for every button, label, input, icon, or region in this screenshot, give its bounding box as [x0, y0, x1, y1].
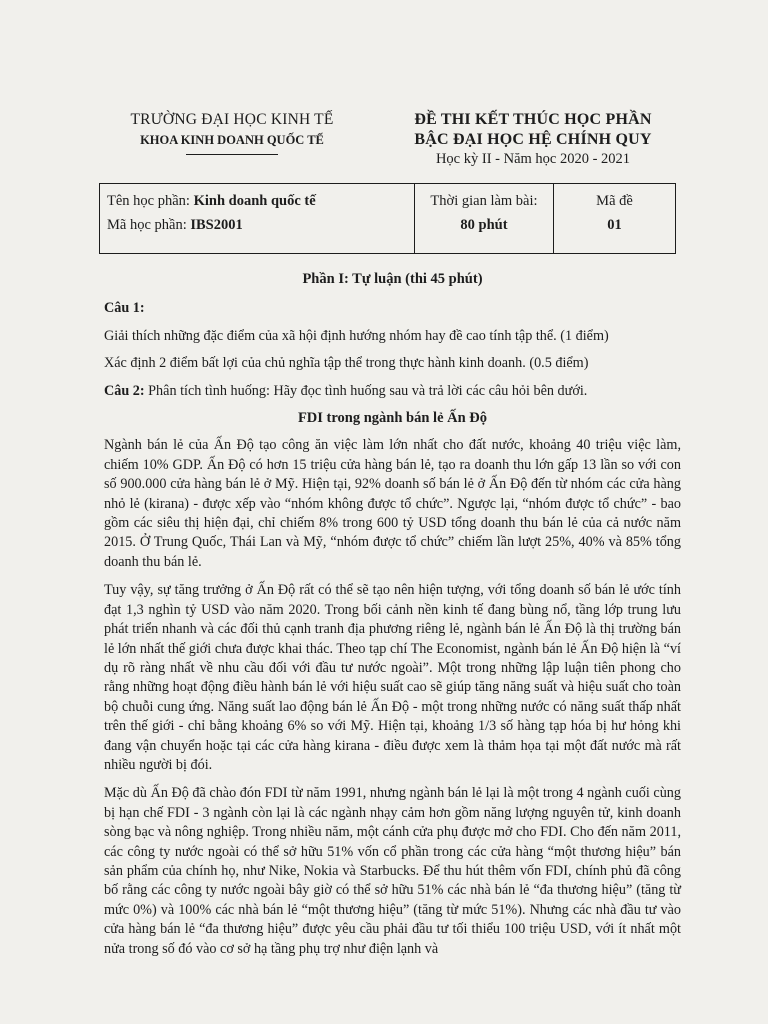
question-2 [104, 382, 681, 401]
exam-semester: Học kỳ II - Năm học 2020 - 2021 [435, 151, 631, 167]
exam-code-label: Mã đề [596, 193, 633, 209]
case-paragraph: Tuy vậy, sự tăng trưởng ở Ấn Độ rất có thể sẽ tạo nên hiện tượng, với tổng doanh số bán lẻ ước tính đạt 1,3 nghìn tỷ USD vào năm 2020. Trong bối cảnh nền kinh tế đang bùng nổ, tầng lớp trung lưu phát triển nhanh và các đối thủ cạnh tranh địa phương riêng lẻ, ngành bán lẻ Ấn Độ là thị trường bán lẻ lớn nhất thế giới chưa được khai thác. Theo tạp chí The Economist, ngành bán lẻ Ấn Độ hiện là “ví dụ rõ ràng nhất về nhu cầu đối với đầu tư nước ngoài”. Một trong những lập luận tiên phong cho rằng những hoạt động điều hành bán lẻ với hiệu suất cao sẽ giúp tăng năng suất và hiệu suất cho toàn bộ chuỗi cung ứng. Năng suất lao động bán lẻ Ấn Độ - một trong những nước có năng suất thấp nhất trên thế giới - chỉ bằng khoảng 6% so với Mỹ. Hiện tại, khoảng 1/3 số hàng tạp hóa bị hư hỏng khi đang vận chuyển hoặc tại các cửa hàng kirana - điều được xem là thảm họa tại một đất nước mà rất nhiều người bị đói. [104, 582, 681, 773]
exam-body [104, 270, 681, 968]
question-1-label: Câu 1: [104, 300, 145, 317]
course-info-cell [100, 184, 415, 254]
exam-header [398, 111, 668, 168]
case-paragraph: Mặc dù Ấn Độ đã chào đón FDI từ năm 1991, nhưng ngành bán lẻ lại là một trong 4 ngành cuối cùng bị hạn chế FDI - 3 ngành còn lại là các ngành nhạy cảm hơn gồm năng lượng nguyên tử, kinh doanh sòng bạc và nông nghiệp. Trong nhiều năm, một cánh cửa phụ được mở cho FDI. Cho đến năm 2011, các công ty nước ngoài có thể sở hữu 51% vốn cổ phần trong các cửa hàng “một thương hiệu” bán sản phẩm của chính họ, như Nike, Nokia và Starbucks. Để thu hút thêm vốn FDI, chính phủ đã công bố rằng các công ty nước ngoài bây giờ có thể sở hữu 51% các nhà bán lẻ “đa thương hiệu” (tăng từ mức 0%) và 100% các nhà bán lẻ “một thương hiệu” (tăng từ mức 51%). Nhưng các nhà đầu tư vào cửa hàng bán lẻ “đa thương hiệu” được yêu cầu phải đầu tư tối thiểu 100 triệu USD, với ít nhất một nửa trong số đó vào cơ sở hạ tầng phụ trợ như điện lạnh và [104, 785, 681, 957]
faculty-name: KHOA KINH DOANH QUỐC TẾ [140, 133, 324, 147]
question-1b: Xác định 2 điểm bất lợi của chủ nghĩa tập thể trong thực hành kinh doanh. (0.5 điểm) [104, 355, 589, 372]
course-code-label: Mã học phần: [107, 217, 187, 233]
exam-code-cell [554, 184, 676, 254]
question-2-text: Phân tích tình huống: Hãy đọc tình huống sau và trả lời các câu hỏi bên dưới. [148, 382, 588, 399]
part-title: Phần I: Tự luận (thi 45 phút) [302, 271, 483, 287]
exam-title: ĐỀ THI KẾT THÚC HỌC PHẦN [414, 111, 652, 128]
university-name: TRƯỜNG ĐẠI HỌC KINH TẾ [130, 111, 334, 128]
case-paragraph: Ngành bán lẻ của Ấn Độ tạo công ăn việc làm lớn nhất cho đất nước, khoảng 40 triệu việc làm, chiếm 10% GDP. Ấn Độ có hơn 15 triệu cửa hàng bán lẻ, tạo ra doanh thu lớn gấp 13 lần so với con số 900.000 cửa hàng bán lẻ ở Mỹ. Hiện tại, 92% doanh số bán lẻ ở Ấn Độ đến từ nhóm các cửa hàng nhỏ lẻ (kirana) - được xếp vào “nhóm không được tổ chức”. Ngược lại, “nhóm được tổ chức” - bao gồm các siêu thị hiện đại, chỉ chiếm 8% trong 600 tỷ USD tổng doanh thu bán lẻ của cả nước năm 2015. Ở Trung Quốc, Thái Lan và Mỹ, “nhóm được tổ chức” chiếm lần lượt 25%, 40% và 85% tổng doanh thu bán lẻ. [104, 437, 681, 570]
case-title: FDI trong ngành bán lẻ Ấn Độ [297, 410, 488, 427]
question-2-label: Câu 2: [104, 382, 145, 399]
exam-code-value: 01 [607, 217, 622, 233]
course-info-table [99, 183, 676, 254]
header-underline [186, 154, 278, 155]
time-cell [415, 184, 554, 254]
institution-header [117, 111, 347, 155]
course-name-row [107, 189, 407, 213]
course-name-label: Tên học phần: [107, 193, 190, 209]
time-value: 80 phút [460, 217, 508, 233]
course-name-value: Kinh doanh quốc tế [193, 193, 316, 209]
course-code-row [107, 213, 407, 237]
question-1a: Giải thích những đặc điểm của xã hội định hướng nhóm hay đề cao tính tập thể. (1 điểm) [104, 327, 609, 344]
exam-level: BẬC ĐẠI HỌC HỆ CHÍNH QUY [414, 131, 652, 148]
course-code-value: IBS2001 [190, 217, 243, 233]
time-label: Thời gian làm bài: [430, 193, 538, 209]
